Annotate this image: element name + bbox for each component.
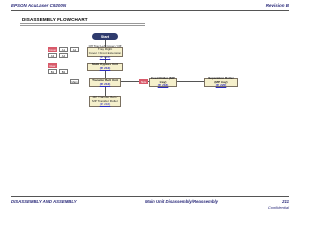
- flow-box-covers: [87, 43, 123, 59]
- flow-start: Start: [92, 33, 118, 40]
- tag-a4: A4: [59, 53, 68, 58]
- box-mp-transfer-line2: MP Transfer Roller: [92, 98, 118, 103]
- box-mp-transfer-link[interactable]: (P. 216): [99, 102, 111, 107]
- footer-rule: [11, 196, 289, 197]
- header-revision: Revision B: [265, 3, 289, 8]
- tag-rear: Rear: [49, 63, 56, 68]
- footer-chapter: Main Unit Disassembly/Reassembly: [145, 199, 219, 204]
- box-multi-bypass-label: Multi Bypass Unit: [92, 62, 118, 67]
- footer-confidential: Confidential: [267, 205, 289, 210]
- tag-main: Main: [71, 79, 78, 84]
- flow-box-feed-roller: [149, 78, 177, 87]
- flow-box-multi-bypass: [87, 63, 123, 71]
- box-separation-roller-link[interactable]: (P. 220): [215, 83, 227, 88]
- box-feed-roller-link[interactable]: (P. 218): [157, 83, 169, 88]
- header-rule: [11, 10, 289, 11]
- connector-box2-box3: [105, 71, 106, 78]
- page-title: DISASSEMBLY FLOWCHART: [22, 17, 88, 22]
- footer-page-number: 211: [282, 199, 289, 204]
- title-underline: [20, 23, 145, 24]
- tag-b2: B2: [59, 69, 68, 74]
- box-separation-roller-label: Separation Roller (MP tray): [208, 76, 234, 84]
- tag-side: Side: [140, 79, 147, 84]
- flow-box-transfer-belt: [89, 78, 121, 87]
- tag-a2: A2: [70, 47, 79, 52]
- box-mp-transfer-line1: MP Transfer Belt /: [92, 95, 118, 100]
- tag-b1: B1: [48, 69, 57, 74]
- box-covers-line2: Cover / Front Extension: [88, 51, 122, 55]
- box-transfer-belt-label: Transfer Belt Unit: [92, 77, 118, 82]
- title-underline-2: [20, 25, 145, 26]
- footer-section: DISASSEMBLY AND ASSEMBLY: [11, 199, 77, 204]
- flow-box-mp-transfer: [89, 96, 121, 107]
- box-transfer-belt-link[interactable]: (P. 213): [99, 81, 111, 86]
- flow-box-separation-roller: [204, 78, 238, 87]
- connector-box4-box5: [177, 81, 204, 82]
- tag-a3: A3: [48, 53, 57, 58]
- box-covers-link[interactable]: (P. 212): [99, 54, 111, 59]
- box-feed-roller-label: Feed Roller (MP tray): [151, 76, 175, 84]
- box-multi-bypass-link[interactable]: (P. 213): [99, 66, 111, 70]
- box-covers-line1: Off Tray Left Cover / Off Tray Right: [88, 43, 122, 52]
- header-product: EPSON AcuLaser C9200N: [11, 3, 67, 8]
- tag-cover: Cover: [48, 47, 57, 52]
- tag-a1: A1: [59, 47, 68, 52]
